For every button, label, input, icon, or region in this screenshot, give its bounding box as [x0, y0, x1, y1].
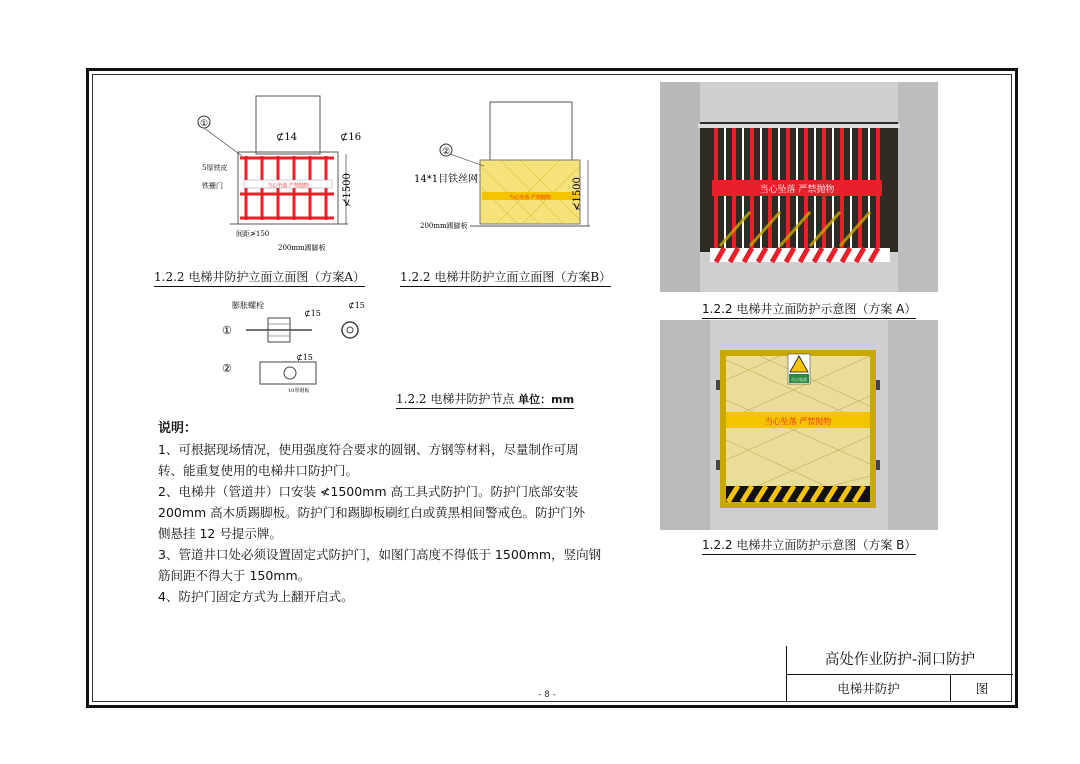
plan-b-caption: 1.2.2 电梯井防护立面立面图（方案B）: [400, 268, 611, 287]
plan-a-label-plate: 5厚铁皮: [202, 164, 228, 172]
photo-b-caption: 1.2.2 电梯井立面防护示意图（方案 B）: [702, 536, 916, 555]
node-label-bolt: 膨胀螺栓: [232, 301, 264, 310]
title-block-title: 高处作业防护-洞口防护: [787, 646, 1013, 675]
note-line: 200mm 高木质踢脚板。防护门和踢脚板刷红白或黄黑相间警戒色。防护门外: [158, 505, 586, 520]
plan-a-caption: 1.2.2 电梯井防护立面立面图（方案A）: [154, 268, 365, 287]
plan-a-dim-left: ⊄14: [276, 132, 298, 143]
note-line: 侧悬挂 12 号提示牌。: [158, 526, 282, 541]
photo-a-banner: 当心坠落 严禁抛物: [759, 185, 835, 195]
title-block-subtitle: 电梯井防护: [787, 675, 951, 702]
note-line: 2、电梯井（管道井）口安装 ≮1500mm 高工具式防护门。防护门底部安装: [158, 484, 579, 499]
photo-a: [660, 82, 938, 292]
note-line: 4、防护门固定方式为上翻开启式。: [158, 589, 354, 604]
drawing-plan-b: [410, 96, 610, 246]
title-block-label: 图: [975, 681, 989, 696]
plan-a-label-kick: 200mm踢脚板: [278, 244, 326, 252]
drawing-nodes: [216, 294, 386, 396]
note-line: 转、能重复使用的电梯井口防护门。: [158, 463, 359, 478]
plan-a-marker: ①: [199, 119, 209, 129]
note-line: 3、管道井口处必须设置固定式防护门，如图门高度不得低于 1500mm，竖向钢: [158, 547, 602, 562]
page-number: - 8 -: [538, 690, 556, 700]
node-label-plate: 10厚钢板: [288, 388, 310, 394]
note-line: 筋间距不得大于 150mm。: [158, 568, 311, 583]
title-block: [786, 646, 1013, 702]
node-dim-b: ⊄15: [348, 301, 365, 310]
notes-heading: 说明：: [158, 421, 198, 436]
node-dim-a: ⊄15: [304, 309, 321, 318]
plan-b-label-mesh: 14*1目铁丝网: [414, 174, 479, 185]
photo-a-caption: 1.2.2 电梯井立面防护示意图（方案 A）: [702, 300, 916, 319]
plan-a-dim-right: ⊄16: [340, 132, 362, 143]
plan-b-height: ≮1500: [572, 177, 583, 211]
plan-b-label-kick: 200mm踢脚板: [420, 222, 468, 230]
notes-section: [158, 418, 628, 607]
note-line: 1、可根据现场情况，使用强度符合要求的圆钢、方钢等材料，尽量制作可周: [158, 442, 579, 457]
plan-a-label-gate: 铁栅门: [202, 182, 223, 190]
photo-b-banner: 当心坠落 严禁抛物: [764, 417, 832, 426]
plan-a-height: ≮1500: [342, 173, 353, 207]
plan-b-sign: 当心坠落 严禁抛物: [509, 195, 551, 201]
node-marker-2: ②: [222, 362, 232, 375]
plan-b-marker: ②: [441, 147, 451, 157]
photo-b: [660, 320, 938, 530]
photo-b-sign: 当心坠落: [791, 377, 807, 382]
nodes-caption: 1.2.2 电梯井防护节点 单位：mm: [396, 390, 574, 409]
node-marker-1: ①: [222, 324, 232, 337]
node-dim-c: ⊄15: [296, 353, 313, 362]
plan-a-label-spacing: 间距≯150: [236, 230, 270, 238]
drawing-plan-a: [190, 92, 370, 262]
plan-a-sign: 当心坠落 严禁抛物: [267, 183, 309, 189]
